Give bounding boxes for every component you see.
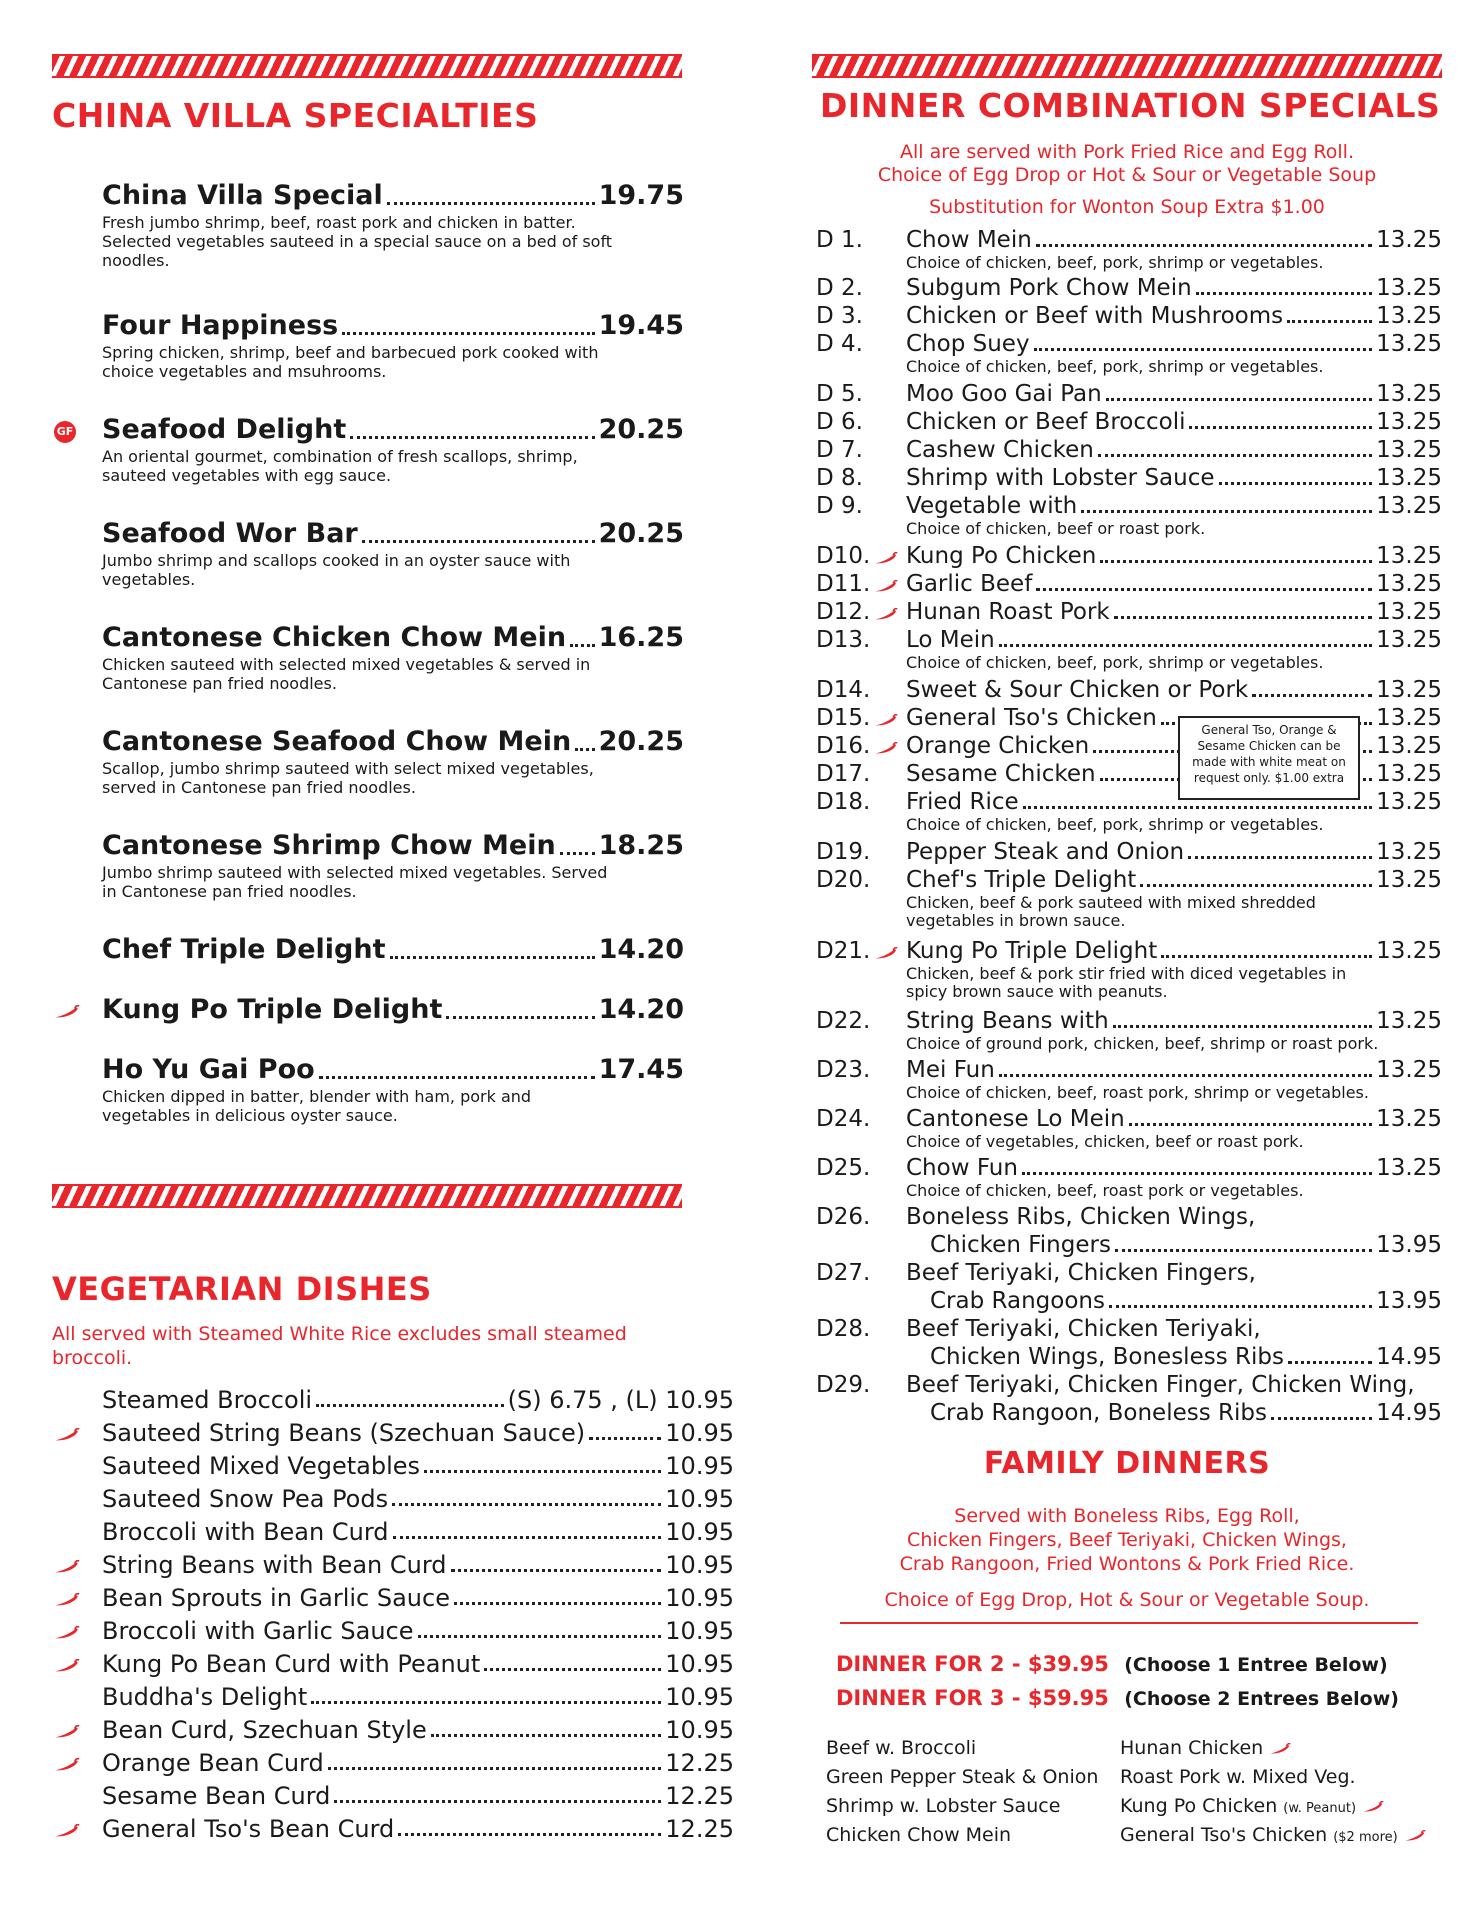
item-name: Pepper Steak and Onion <box>906 839 1185 865</box>
item-description: Chicken, beef & pork sauteed with mixed shredded vegetables in brown sauce. <box>906 893 1316 930</box>
item-price: 13.25 <box>1376 275 1442 301</box>
combo-code: D14. <box>816 677 871 703</box>
combo-code: D15. <box>816 705 871 731</box>
item-name: Sesame Chicken <box>906 761 1096 787</box>
item-price: 12.25 <box>665 1749 734 1777</box>
item-name: Ho Yu Gai Poo <box>102 1054 315 1085</box>
spicy-icon <box>54 1593 80 1607</box>
item-price: 13.25 <box>1376 227 1442 253</box>
specialty-item[interactable] <box>102 1054 684 1125</box>
item-price: 14.95 <box>1376 1400 1442 1426</box>
item-name: General Tso's Bean Curd <box>102 1815 395 1843</box>
veg-item[interactable] <box>102 1518 734 1546</box>
decorative-stripe <box>52 1184 682 1208</box>
entree-option[interactable]: Green Pepper Steak & Onion <box>826 1766 1099 1788</box>
item-description: Chicken dipped in batter, blender with ham, pork and vegetables in delicious oyster sauce. <box>102 1087 532 1125</box>
item-description: Fresh jumbo shrimp, beef, roast pork and chicken in batter. Selected vegetables sauteed in a special sauce on a bed of soft noodles. <box>102 213 613 270</box>
spicy-icon <box>54 1758 80 1772</box>
veg-item[interactable] <box>102 1782 734 1810</box>
combo-code: D19. <box>816 839 871 865</box>
item-description: Chicken, beef & pork stir fried with diced vegetables in spicy brown sauce with peanuts. <box>906 964 1347 1001</box>
item-price: 14.20 <box>598 994 684 1025</box>
specialty-item[interactable] <box>102 830 684 901</box>
item-price: 10.95 <box>665 1419 734 1447</box>
entree-option[interactable] <box>1120 1765 1356 1789</box>
item-price: 10.95 <box>665 1452 734 1480</box>
item-name: General Tso's Chicken <box>906 705 1157 731</box>
item-name: Beef Teriyaki, Chicken Finger, Chicken Wing, <box>906 1372 1415 1398</box>
family-note-2: Chicken Fingers, Beef Teriyaki, Chicken Wings, <box>907 1529 1347 1551</box>
entree-name: Kung Po Chicken <box>1120 1795 1278 1817</box>
item-price: 17.45 <box>598 1054 684 1085</box>
specialty-item[interactable] <box>102 310 684 381</box>
item-name: Chop Suey <box>906 331 1030 357</box>
item-price: 13.25 <box>1376 465 1442 491</box>
combos-note-3: Substitution for Wonton Soup Extra $1.00 <box>929 196 1325 218</box>
combo-code: D26. <box>816 1204 871 1230</box>
specialty-item[interactable] <box>102 180 684 270</box>
veg-item[interactable] <box>102 1683 734 1711</box>
item-price: 10.95 <box>665 1485 734 1513</box>
spicy-icon <box>1404 1830 1426 1842</box>
item-description: Choice of chicken, beef, roast pork, shrimp or vegetables. <box>906 1083 1369 1102</box>
item-name: Cantonese Shrimp Chow Mein <box>102 830 556 861</box>
item-price: 13.95 <box>1376 1288 1442 1314</box>
item-name: Sauteed Mixed Vegetables <box>102 1452 421 1480</box>
item-price: 10.95 <box>665 1650 734 1678</box>
item-price: 16.25 <box>598 622 684 653</box>
item-price: 10.95 <box>665 1584 734 1612</box>
veg-item[interactable] <box>102 1452 734 1480</box>
item-name: Bean Sprouts in Garlic Sauce <box>102 1584 450 1612</box>
vegetarian-title: VEGETARIAN DISHES <box>52 1270 432 1308</box>
item-name: Buddha's Delight <box>102 1683 308 1711</box>
combos-note-1: All are served with Pork Fried Rice and Egg Roll. <box>899 141 1354 163</box>
dinner-for-2-price: DINNER FOR 2 - $39.95 <box>836 1652 1109 1676</box>
item-name: Subgum Pork Chow Mein <box>906 275 1192 301</box>
item-name: Seafood Delight <box>102 414 347 445</box>
item-price: 20.25 <box>598 414 684 445</box>
item-name: Kung Po Triple Delight <box>906 938 1158 964</box>
spicy-icon <box>874 608 898 621</box>
combo-code: D23. <box>816 1057 871 1083</box>
item-name-cont: Chicken Wings, Bonesless Ribs <box>930 1344 1284 1370</box>
item-name: Vegetable with <box>906 493 1078 519</box>
item-price: 19.45 <box>598 310 684 341</box>
combo-code: D22. <box>816 1008 871 1034</box>
vegetarian-note: All served with Steamed White Rice excludes small steamed broccoli. <box>52 1323 627 1369</box>
white-meat-note: General Tso, Orange & Sesame Chicken can be made with white meat on request only. $1.00 extra <box>1178 716 1360 800</box>
item-name: Orange Chicken <box>906 733 1090 759</box>
entree-name: Hunan Chicken <box>1120 1737 1264 1759</box>
combo-code: D27. <box>816 1260 871 1286</box>
item-price: 10.95 <box>665 1617 734 1645</box>
combo-code: D 9. <box>816 493 863 519</box>
item-name: China Villa Special <box>102 180 383 211</box>
family-note-1: Served with Boneless Ribs, Egg Roll, <box>954 1505 1300 1527</box>
item-price: 13.25 <box>1376 867 1442 893</box>
item-price: 14.20 <box>598 934 684 965</box>
item-name: Cantonese Lo Mein <box>906 1106 1125 1132</box>
item-name: Beef Teriyaki, Chicken Teriyaki, <box>906 1316 1261 1342</box>
item-price: 13.25 <box>1376 789 1442 815</box>
spicy-icon <box>874 947 898 960</box>
combo-code: D28. <box>816 1316 871 1342</box>
item-name: Moo Goo Gai Pan <box>906 381 1102 407</box>
family-note-soup: Choice of Egg Drop, Hot & Sour or Vegetable Soup. <box>884 1589 1370 1611</box>
item-price: 13.25 <box>1376 627 1442 653</box>
veg-item[interactable] <box>102 1749 734 1777</box>
item-description: Choice of ground pork, chicken, beef, shrimp or roast pork. <box>906 1034 1379 1053</box>
item-price: 13.25 <box>1376 381 1442 407</box>
spicy-icon <box>54 1626 80 1640</box>
combo-code: D11. <box>816 571 871 597</box>
item-name: Sesame Bean Curd <box>102 1782 331 1810</box>
gluten-free-badge: GF <box>54 421 76 443</box>
specialty-item[interactable] <box>102 726 684 797</box>
spicy-icon <box>54 1725 80 1739</box>
item-name: Kung Po Bean Curd with Peanut <box>102 1650 481 1678</box>
item-price: 13.25 <box>1376 493 1442 519</box>
item-description: Choice of vegetables, chicken, beef or roast pork. <box>906 1132 1304 1151</box>
spicy-icon <box>54 1659 80 1673</box>
item-price: 10.95 <box>665 1716 734 1744</box>
item-price: 13.25 <box>1376 571 1442 597</box>
item-price: 19.75 <box>598 180 684 211</box>
entree-extra: ($2 more) <box>1333 1830 1398 1845</box>
spicy-icon <box>874 714 898 727</box>
spicy-icon <box>1362 1801 1384 1813</box>
item-price: (S) 6.75 , (L) 10.95 <box>507 1386 734 1414</box>
item-price: 13.95 <box>1376 1232 1442 1258</box>
combo-code: D20. <box>816 867 871 893</box>
entree-extra: (w. Peanut) <box>1283 1801 1357 1816</box>
veg-item[interactable] <box>102 1419 734 1447</box>
entree-option[interactable] <box>1120 1823 1426 1850</box>
veg-item[interactable] <box>102 1551 734 1579</box>
entree-name: General Tso's Chicken <box>1120 1824 1328 1846</box>
item-price: 13.25 <box>1376 1106 1442 1132</box>
veg-item[interactable] <box>102 1650 734 1678</box>
item-description: Choice of chicken, beef, pork, shrimp or vegetables. <box>906 653 1324 672</box>
combo-code: D 3. <box>816 303 863 329</box>
item-price: 10.95 <box>665 1683 734 1711</box>
spicy-icon <box>874 580 898 593</box>
item-price: 13.25 <box>1376 761 1442 787</box>
item-price: 13.25 <box>1376 705 1442 731</box>
combo-code: D24. <box>816 1106 871 1132</box>
item-name: String Beans with <box>906 1008 1109 1034</box>
item-price: 20.25 <box>598 518 684 549</box>
dinner-for-3-choice: (Choose 2 Entrees Below) <box>1124 1688 1399 1710</box>
item-price: 10.95 <box>665 1518 734 1546</box>
item-price: 13.25 <box>1376 543 1442 569</box>
item-price: 13.25 <box>1376 409 1442 435</box>
dinner-for-2 <box>836 1652 1388 1676</box>
veg-item[interactable] <box>102 1716 734 1744</box>
spicy-icon <box>1269 1743 1291 1755</box>
item-name: Seafood Wor Bar <box>102 518 358 549</box>
item-price: 10.95 <box>665 1551 734 1579</box>
specialty-item[interactable] <box>102 994 684 1026</box>
item-price: 13.25 <box>1376 938 1442 964</box>
item-name: Sauteed Snow Pea Pods <box>102 1485 389 1513</box>
item-price: 18.25 <box>598 830 684 861</box>
item-name: Beef Teriyaki, Chicken Fingers, <box>906 1260 1256 1286</box>
item-description: An oriental gourmet, combination of fresh scallops, shrimp, sauteed vegetables with egg sauce. <box>102 447 578 485</box>
combo-code: D16. <box>816 733 871 759</box>
dinner-for-3-price: DINNER FOR 3 - $59.95 <box>836 1686 1109 1710</box>
item-description: Jumbo shrimp and scallops cooked in an oyster sauce with vegetables. <box>102 551 571 589</box>
item-name: Hunan Roast Pork <box>906 599 1110 625</box>
item-name: Sweet & Sour Chicken or Pork <box>906 677 1249 703</box>
item-price: 12.25 <box>665 1815 734 1843</box>
item-price: 13.25 <box>1376 839 1442 865</box>
item-description: Jumbo shrimp sauteed with selected mixed vegetables. Served in Cantonese pan fried noodles. <box>102 863 608 901</box>
item-description: Spring chicken, shrimp, beef and barbecued pork cooked with choice vegetables and msuhrooms. <box>102 343 599 381</box>
item-name: Cantonese Seafood Chow Mein <box>102 726 572 757</box>
family-note-3: Crab Rangoon, Fried Wontons & Pork Fried Rice. <box>899 1553 1355 1575</box>
item-description: Choice of chicken, beef, pork, shrimp or vegetables. <box>906 253 1324 272</box>
specialty-item[interactable] <box>102 414 684 485</box>
item-price: 13.25 <box>1376 599 1442 625</box>
family-title: FAMILY DINNERS <box>983 1446 1271 1481</box>
item-name: Chow Fun <box>906 1155 1018 1181</box>
veg-item[interactable] <box>102 1485 734 1513</box>
combo-code: D13. <box>816 627 871 653</box>
item-name: Shrimp with Lobster Sauce <box>906 465 1215 491</box>
item-price: 13.25 <box>1376 437 1442 463</box>
entree-name: Roast Pork w. Mixed Veg. <box>1120 1766 1356 1788</box>
entree-option[interactable] <box>1120 1794 1384 1821</box>
item-name: Chef Triple Delight <box>102 934 386 965</box>
specialty-item[interactable] <box>102 518 684 589</box>
item-name: Chicken or Beef Broccoli <box>906 409 1186 435</box>
item-description: Choice of chicken, beef or roast pork. <box>906 519 1206 538</box>
item-name: Garlic Beef <box>906 571 1033 597</box>
combos-title: DINNER COMBINATION SPECIALS <box>820 86 1441 125</box>
item-name: Chow Mein <box>906 227 1032 253</box>
item-name: Cantonese Chicken Chow Mein <box>102 622 567 653</box>
item-description: Choice of chicken, beef, pork, shrimp or vegetables. <box>906 815 1324 834</box>
divider <box>840 1622 1418 1624</box>
decorative-stripe <box>52 54 682 78</box>
item-price: 20.25 <box>598 726 684 757</box>
specialties-title: CHINA VILLA SPECIALTIES <box>52 96 539 135</box>
spicy-icon <box>54 1005 80 1019</box>
item-price: 13.25 <box>1376 303 1442 329</box>
item-name: Broccoli with Bean Curd <box>102 1518 389 1546</box>
item-name-cont: Crab Rangoon, Boneless Ribs <box>930 1400 1267 1426</box>
item-price: 13.25 <box>1376 331 1442 357</box>
item-price: 13.25 <box>1376 1057 1442 1083</box>
item-name: String Beans with Bean Curd <box>102 1551 447 1579</box>
veg-item[interactable] <box>102 1815 734 1843</box>
item-name: Broccoli with Garlic Sauce <box>102 1617 414 1645</box>
item-name: Mei Fun <box>906 1057 995 1083</box>
item-name: Lo Mein <box>906 627 995 653</box>
combo-code: D 6. <box>816 409 863 435</box>
dinner-for-3 <box>836 1686 1399 1710</box>
entree-option[interactable]: Beef w. Broccoli <box>826 1737 977 1759</box>
spicy-icon <box>874 742 898 755</box>
item-description: Choice of chicken, beef, roast pork or vegetables. <box>906 1181 1304 1200</box>
item-name: Chef's Triple Delight <box>906 867 1137 893</box>
combo-code: D 1. <box>816 227 863 253</box>
combo-code: D 4. <box>816 331 863 357</box>
combo-code: D 2. <box>816 275 863 301</box>
combo-code: D 8. <box>816 465 863 491</box>
item-name: Four Happiness <box>102 310 339 341</box>
item-price: 12.25 <box>665 1782 734 1810</box>
decorative-stripe <box>812 54 1442 78</box>
item-description: Choice of chicken, beef, pork, shrimp or vegetables. <box>906 357 1324 376</box>
item-name: Sauteed String Beans (Szechuan Sauce) <box>102 1419 586 1447</box>
combo-code: D21. <box>816 938 871 964</box>
item-name: Orange Bean Curd <box>102 1749 324 1777</box>
item-name: Kung Po Chicken <box>906 543 1097 569</box>
spicy-icon <box>54 1824 80 1838</box>
item-price: 13.25 <box>1376 1155 1442 1181</box>
item-name: Chicken or Beef with Mushrooms <box>906 303 1284 329</box>
veg-item[interactable] <box>102 1584 734 1612</box>
combo-code: D12. <box>816 599 871 625</box>
item-description: Scallop, jumbo shrimp sauteed with select mixed vegetables, served in Cantonese pan fried noodles. <box>102 759 594 797</box>
item-description: Chicken sauteed with selected mixed vegetables & served in Cantonese pan fried noodles. <box>102 655 591 693</box>
specialty-item[interactable] <box>102 622 684 693</box>
item-name: Boneless Ribs, Chicken Wings, <box>906 1204 1256 1230</box>
item-price: 13.25 <box>1376 733 1442 759</box>
combo-code: D18. <box>816 789 871 815</box>
item-name: Steamed Broccoli <box>102 1386 313 1414</box>
item-name: Bean Curd, Szechuan Style <box>102 1716 427 1744</box>
combo-code: D 7. <box>816 437 863 463</box>
spicy-icon <box>54 1428 80 1442</box>
combo-code: D10. <box>816 543 871 569</box>
entree-option[interactable] <box>1120 1736 1291 1760</box>
spicy-icon <box>54 1560 80 1574</box>
entree-option[interactable]: Shrimp w. Lobster Sauce <box>826 1795 1061 1817</box>
item-price: 13.25 <box>1376 1008 1442 1034</box>
combo-code: D29. <box>816 1372 871 1398</box>
combo-code: D25. <box>816 1155 871 1181</box>
combo-code: D 5. <box>816 381 863 407</box>
spicy-icon <box>874 552 898 565</box>
combo-code: D17. <box>816 761 871 787</box>
veg-item[interactable] <box>102 1386 734 1414</box>
dinner-for-2-choice: (Choose 1 Entree Below) <box>1124 1654 1388 1676</box>
veg-item[interactable] <box>102 1617 734 1645</box>
item-name: Fried Rice <box>906 789 1019 815</box>
specialty-item[interactable] <box>102 934 684 966</box>
item-name-cont: Crab Rangoons <box>930 1288 1105 1314</box>
item-price: 13.25 <box>1376 677 1442 703</box>
item-name: Cashew Chicken <box>906 437 1094 463</box>
item-name-cont: Chicken Fingers <box>930 1232 1111 1258</box>
item-price: 14.95 <box>1376 1344 1442 1370</box>
entree-option[interactable]: Chicken Chow Mein <box>826 1824 1012 1846</box>
item-name: Kung Po Triple Delight <box>102 994 443 1025</box>
combos-note-2: Choice of Egg Drop or Hot & Sour or Vegetable Soup <box>877 164 1377 186</box>
